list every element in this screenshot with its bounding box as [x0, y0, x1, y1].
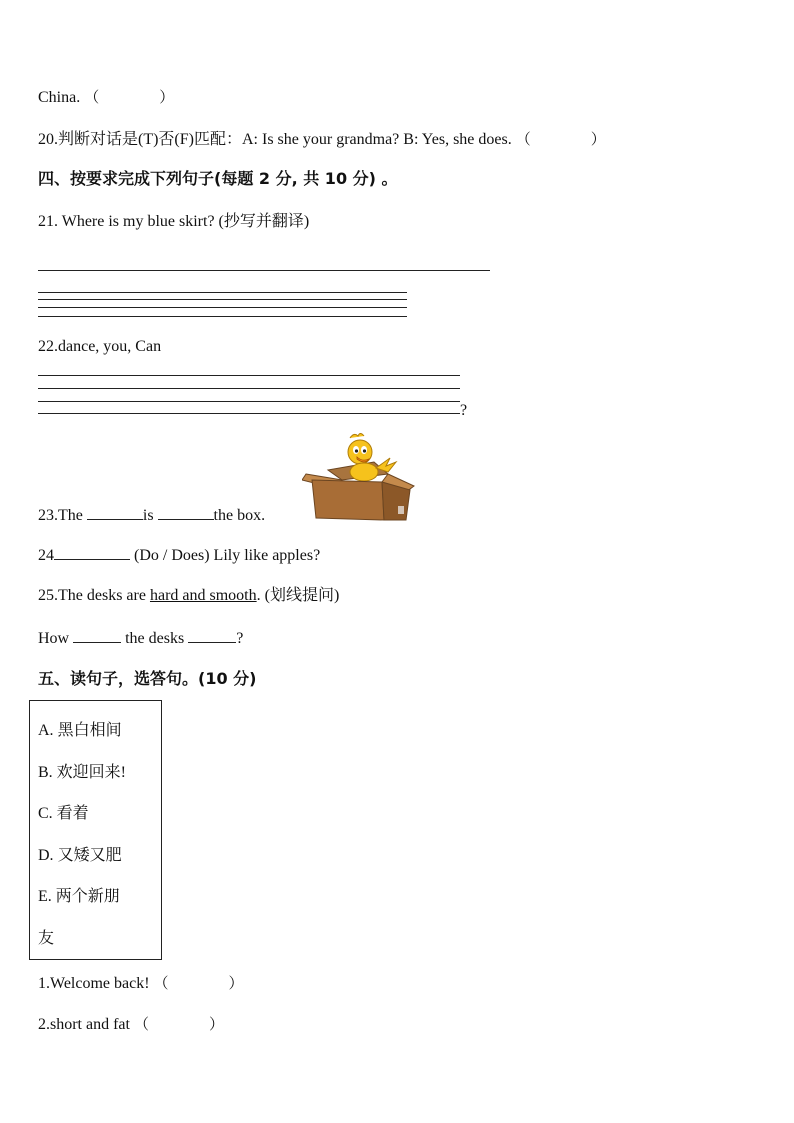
option-e-continued	[38, 925, 54, 948]
question-text: is	[142, 507, 154, 524]
writing-line[interactable]	[38, 299, 407, 300]
q19-tail-text: China.	[38, 89, 81, 106]
question-number: 20.	[38, 131, 58, 148]
answer-blank[interactable]	[87, 505, 143, 520]
option-d	[38, 842, 122, 865]
s5-question-2	[38, 1014, 224, 1035]
writing-line[interactable]	[38, 375, 460, 376]
option-c	[38, 800, 89, 823]
option-text: 又矮又肥	[57, 847, 122, 864]
duck-in-box-image	[302, 432, 416, 524]
option-text: 两个新朋	[55, 888, 120, 905]
option-letter: C.	[38, 805, 53, 822]
underlined-phrase: hard and smooth	[149, 587, 257, 604]
question-number: 2.	[38, 1016, 50, 1033]
option-text: 友	[38, 930, 55, 947]
question-text: (Do / Does) Lily like apples?	[134, 547, 321, 564]
answer-blank[interactable]	[188, 628, 236, 643]
question-21	[38, 212, 309, 232]
question-text: Welcome back!	[50, 975, 150, 992]
question-number: 25	[38, 587, 54, 604]
answer-text: How	[38, 630, 70, 647]
question-text: .The desks are	[54, 587, 150, 604]
writing-line[interactable]	[38, 388, 460, 389]
question-23	[38, 505, 265, 526]
q19-tail	[38, 87, 174, 108]
writing-line[interactable]	[38, 413, 460, 414]
question-20	[38, 129, 606, 150]
question-text: . Where is my blue skirt? (抄写并翻译)	[54, 213, 310, 230]
writing-line[interactable]	[38, 316, 407, 317]
question-text: . (划线提问)	[256, 587, 340, 604]
section-4-heading: 四、按要求完成下列句子(每题 2 分, 共 10 分) 。	[38, 169, 398, 188]
question-22	[38, 337, 161, 357]
answer-paren: （ ）	[133, 1015, 224, 1033]
answer-blank[interactable]	[73, 628, 121, 643]
answer-paren: （ ）	[153, 974, 244, 992]
question-mark: ?	[460, 402, 468, 419]
option-text: 看着	[56, 805, 89, 822]
option-letter: E.	[38, 888, 52, 905]
question-number: 23	[38, 507, 54, 524]
question-24	[38, 545, 320, 566]
question-25-answer	[38, 628, 243, 649]
answer-blank[interactable]	[54, 545, 130, 560]
question-number: 22	[38, 338, 54, 355]
option-a	[38, 717, 122, 740]
options-box	[29, 700, 162, 960]
answer-paren: （ ）	[84, 88, 175, 106]
option-letter: D.	[38, 847, 54, 864]
option-letter: B.	[38, 764, 53, 781]
answer-text: the desks	[125, 630, 185, 647]
question-25	[38, 586, 339, 606]
answer-line[interactable]	[38, 270, 490, 271]
question-number: 24	[38, 547, 54, 564]
section-5-heading: 五、读句子，选答句。(10 分)	[38, 669, 257, 688]
question-text: .dance, you, Can	[54, 338, 162, 355]
answer-paren: （ ）	[515, 130, 606, 148]
writing-line[interactable]	[38, 292, 407, 293]
option-text: 欢迎回来!	[56, 764, 127, 781]
option-b	[38, 759, 126, 782]
question-number: 1.	[38, 975, 50, 992]
option-e	[38, 883, 120, 906]
answer-blank[interactable]	[158, 505, 214, 520]
answer-text: ?	[236, 630, 244, 647]
option-letter: A.	[38, 722, 54, 739]
question-number: 21	[38, 213, 54, 230]
writing-line[interactable]	[38, 401, 460, 402]
question-text: the box.	[213, 507, 266, 524]
option-text: 黑白相间	[57, 722, 122, 739]
question-text: .The	[54, 507, 83, 524]
s5-question-1	[38, 973, 244, 994]
writing-line[interactable]	[38, 307, 407, 308]
question-text: 判断对话是(T)否(F)匹配：A: Is she your grandma? B: Yes, she does.	[58, 131, 512, 148]
question-text: short and fat	[50, 1016, 130, 1033]
